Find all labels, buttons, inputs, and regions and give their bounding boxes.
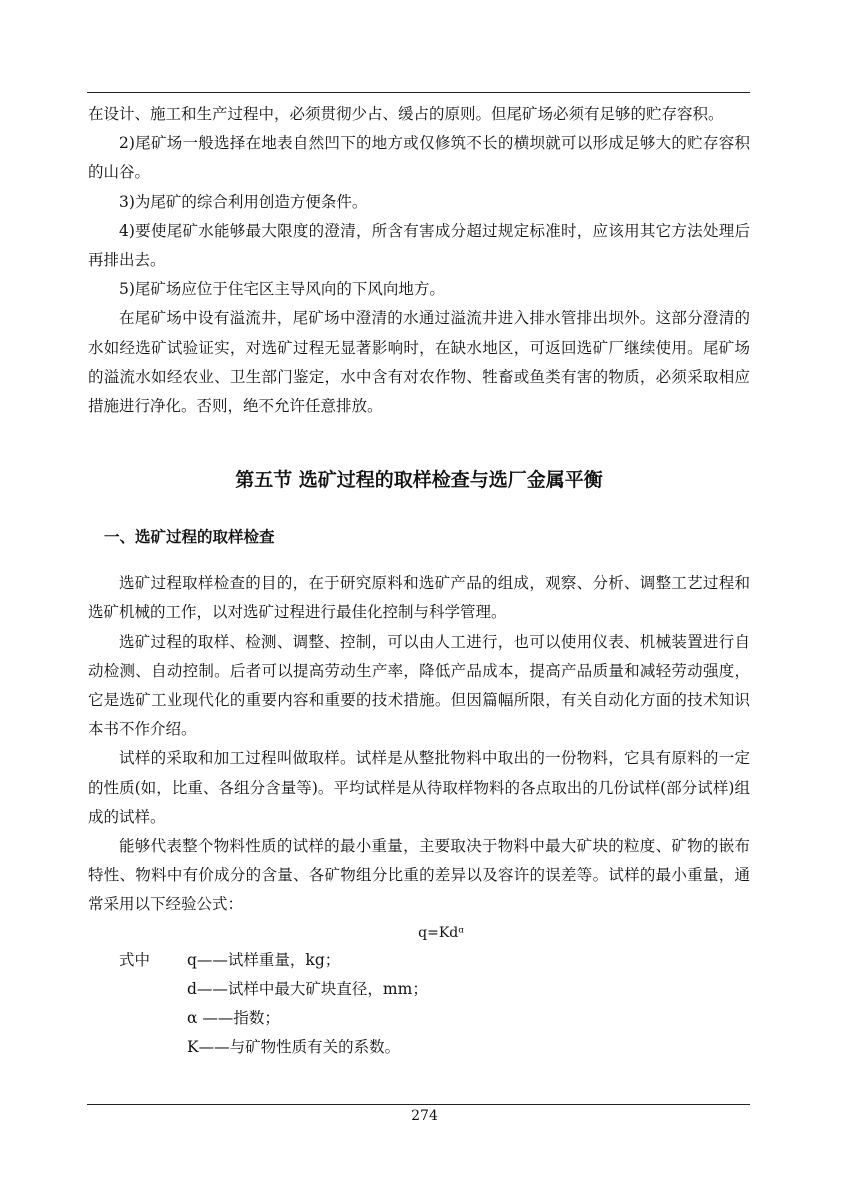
paragraph: 能够代表整个物料性质的试样的最小重量，主要取决于物料中最大矿块的粒度、矿物的嵌布特性、物料中有价成分的含量、各矿物组分比重的差异以及容许的误差等。试样的最小重量，通常采用以下经验公式： (88, 837, 750, 914)
definition-item: K——与矿物性质有关的系数。 (187, 1037, 401, 1056)
definition-prefix: 式中 (119, 950, 151, 969)
paragraph: 在尾矿场中设有溢流井，尾矿场中澄清的水通过溢流井进入排水管排出坝外。这部分澄清的水如经选矿试验证实，对选矿过程无显著影响时，在缺水地区，可返回选矿厂继续使用。尾矿场的溢流水如经农业、卫生部门鉴定，水中含有对农作物、牲畜或鱼类有害的物质，必须采取相应措施进行净化。否则，绝不允许任意排放。 (88, 309, 750, 416)
subsection-title: 一、选矿过程的取样检查 (104, 528, 275, 547)
formula: q=Kdᵅ (418, 924, 464, 941)
list-item: 4)要使尾矿水能够最大限度的澄清，所含有害成分超过规定标准时，应该用其它方法处理后再排出去。 (88, 221, 750, 270)
definition-item: α ——指数； (187, 1008, 280, 1027)
formula-definitions (88, 946, 750, 1062)
definition-row (88, 1033, 750, 1062)
definition-item: d——试样中最大矿块直径，mm； (187, 979, 428, 998)
list-item: 2)尾矿场一般选择在地表自然凹下的地方或仅修筑不长的横坝就可以形成足够大的贮存容积的山谷。 (88, 134, 750, 182)
footer-rule (87, 1104, 750, 1105)
definition-item: q——试样重量，kg； (187, 950, 341, 969)
header-rule (87, 92, 750, 93)
paragraph: 在设计、施工和生产过程中，必须贯彻少占、缓占的原则。但尾矿场必须有足够的贮存容积。 (88, 105, 724, 123)
list-item: 3)为尾矿的综合利用创造方便条件。 (119, 192, 368, 211)
page-number: 274 (411, 1108, 438, 1124)
paragraph: 选矿过程取样检查的目的，在于研究原料和选矿产品的组成，观察、分析、调整工艺过程和选矿机械的工作，以对选矿过程进行最佳化控制与科学管理。 (88, 574, 750, 622)
definition-row (88, 1004, 750, 1033)
page-body (88, 100, 750, 1062)
paragraph: 试样的采取和加工过程叫做取样。试样是从整批物料中取出的一份物料，它具有原料的一定的性质(如，比重、各组分含量等)。平均试样是从待取样物料的各点取出的几份试样(部分试样)组成的试样。 (88, 749, 750, 826)
definition-row (88, 946, 750, 975)
list-item: 5)尾矿场应位于住宅区主导风向的下风向地方。 (119, 280, 445, 299)
definition-row (88, 975, 750, 1004)
section-title: 第五节 选矿过程的取样检查与选厂金属平衡 (235, 469, 603, 492)
paragraph: 选矿过程的取样、检测、调整、控制，可以由人工进行，也可以使用仪表、机械装置进行自动检测、自动控制。后者可以提高劳动生产率，降低产品成本，提高产品质量和减轻劳动强度，它是选矿工业现代化的重要内容和重要的技术措施。但因篇幅所限，有关自动化方面的技术知识本书不作介绍。 (88, 632, 750, 739)
